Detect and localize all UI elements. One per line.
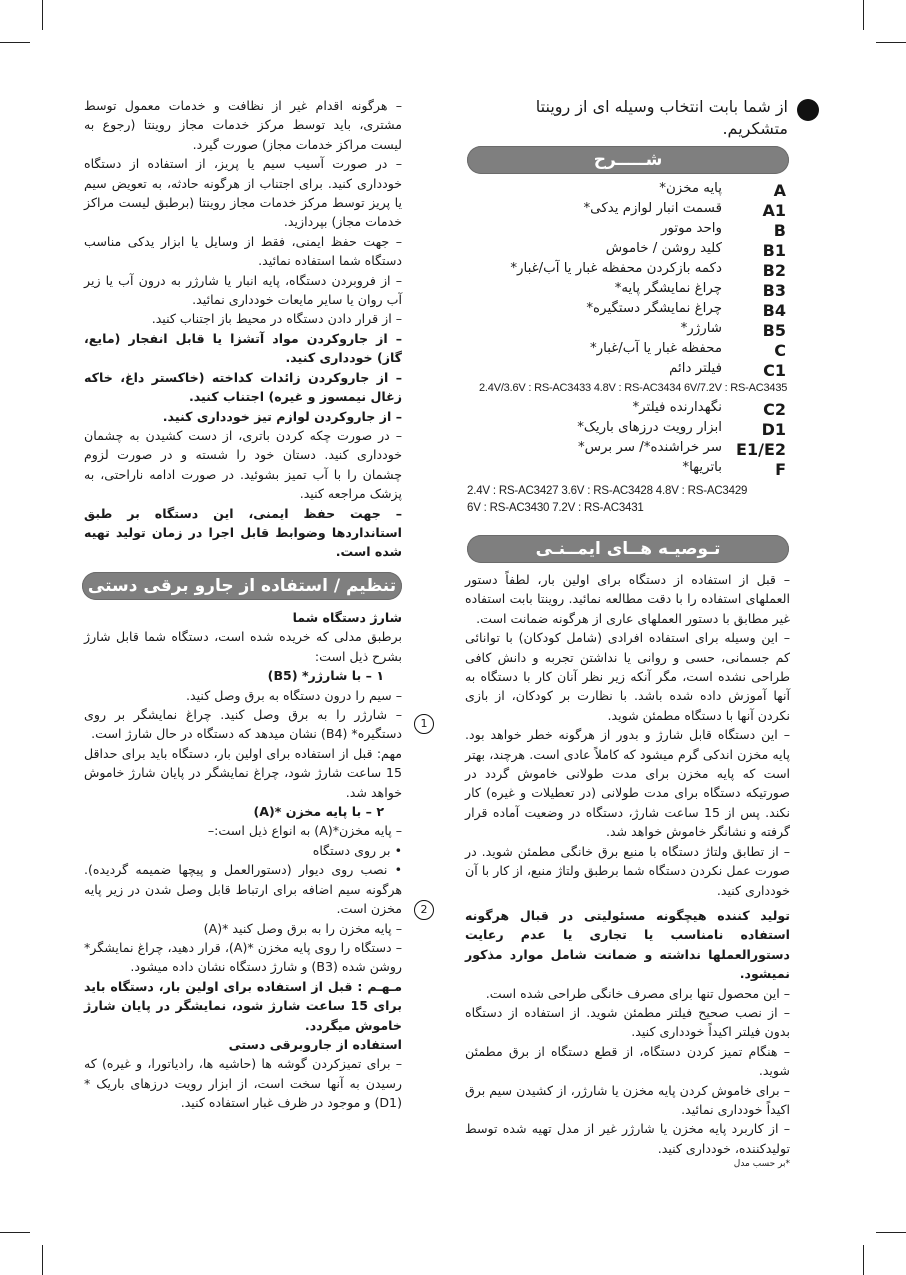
legend-text: محفظه غبار یا آب/غبار* (589, 341, 722, 356)
safety-header: تـوصیـه هــای ایمــنـی (467, 535, 789, 563)
charging-intro: برطبق مدلی که خریده شده است، دستگاه شما قابل شارژ بشرح ذیل است: (84, 629, 402, 664)
description-header: شـــــرح (467, 146, 789, 174)
legend-code: B2 (762, 261, 786, 280)
language-dot-icon (797, 99, 819, 121)
legend-item (470, 420, 800, 440)
crop-mark (0, 42, 30, 43)
legend-text: فیلتر دائم (669, 361, 722, 376)
legend-text: چراغ نمایشگر دستگیره* (586, 301, 722, 316)
bold-warning: – از جاروکردن مواد آتشزا یا قابل انفجار (مایع، گاز) خودداری کنید. (84, 330, 402, 366)
legend-item (470, 201, 800, 221)
disclaimer: تولید کننده هیچگونه مسئولیتی در قبال هرگونه استفاده نامناسب یا تجاری یا عدم رعایت دستورالعملها نداشته و ضمانت شامل موارد مذکور نمیشود. (465, 907, 790, 982)
legend-item (470, 341, 800, 361)
left-paragraph: – در صورت آسیب سیم یا پریز، از استفاده از دستگاه خودداری کنید. برای اجتناب از هرگونه حادثه، به تعویض سیم یا پریز توسط مرکز خدمات مجاز روینتا (برطبق لیست مراکز خدمات مجاز) بپردازید. (84, 156, 402, 230)
legend-text: دکمه بازکردن محفظه غبار یا آب/غبار* (510, 261, 722, 276)
legend-text: ابزار رویت درزهای باریک* (577, 420, 722, 435)
crop-mark (0, 1232, 30, 1233)
charging-title: شارژ دستگاه شما (292, 610, 402, 625)
legend-text: چراغ نمایشگر پایه* (614, 281, 722, 296)
legend-text: واحد موتور (661, 221, 722, 236)
legend-text: شارژر* (680, 321, 722, 336)
legend-code: B5 (762, 321, 786, 340)
legend-code: C2 (763, 400, 786, 419)
step1-item: – سیم را درون دستگاه به برق وصل کنید. (185, 687, 402, 703)
crop-mark (876, 42, 906, 43)
legend-code: F (775, 460, 786, 479)
bold-warning: – از جاروکردن زائدات کداخته (خاکستر داغ، خاکه زغال نیمسوز و غیره) اجتناب کنید. (84, 369, 402, 405)
legend-code: B3 (762, 281, 786, 300)
crop-mark (863, 1245, 864, 1275)
step2-item: • بر روی دستگاه (312, 842, 402, 858)
step2-item: • نصب روی دیوار (دستورالعمل و پیچها ضمیمه گردیده). هرگونه سیم اضافه برای ارتباط قابل وصل شدن در زیر پایه مخزن است. (84, 862, 402, 917)
left-paragraph: – جهت حفظ ایمنی، فقط از وسایل یا ابزار یدکی مناسب دستگاه شما استفاده نمائید. (84, 233, 402, 269)
safety-paragraph: – این وسیله برای استفاده افرادی (شامل کودکان) با توانائی کم جسمانی، حسی و روانی یا نداشتن تجربه و دانش کافی طراحی نشده است، مگر آنکه زیر نظر آنان کار با دستگاه به آنها آموزش داده شده باشد. با نظارت بر کودکان، از بازی نکردن آنها با دستگاه مطمئن شوید. (465, 630, 790, 723)
left-paragraph: – هرگونه اقدام غیر از نظافت و خدمات معمول توسط مشتری، باید توسط مرکز خدمات مجاز روینتا (رجوع به لیست مراکز خدمات مجاز) صورت گیرد. (84, 98, 402, 152)
crop-mark (863, 0, 864, 30)
step2-item: – پایه مخزن*(A) به انواع ذیل است:– (207, 823, 402, 839)
safety-paragraph: – هنگام تمیز کردن دستگاه، از قطع دستگاه از برق مطمئن شوید. (465, 1043, 790, 1079)
intro-text: از شما بابت انتخاب وسیله ای از روینتا متشکریم. (535, 97, 788, 138)
legend-code: B (773, 221, 786, 240)
legend-item (470, 221, 800, 241)
legend-text: باتریها* (682, 460, 722, 475)
legend-code: C (774, 341, 786, 360)
legend-text: سر خراشنده*/ سر برس* (577, 440, 722, 455)
step2-title: ۲ – با پایه مخزن *(A) (253, 804, 384, 820)
filter-models: 2.4V/3.6V : RS-AC3433 4.8V : RS-AC3434 6V/7.2V : RS-AC3435 (479, 382, 788, 394)
legend-text: قسمت انبار لوازم یدکی* (583, 201, 722, 216)
legend-item (470, 301, 800, 321)
crop-mark (876, 1232, 906, 1233)
crop-mark (42, 1245, 43, 1275)
legend-item (470, 241, 800, 261)
legend-item (470, 281, 800, 301)
legend-code: C1 (763, 361, 786, 380)
legend-text: نگهدارنده فیلتر* (632, 400, 722, 415)
standards-note: – جهت حفظ ایمنی، این دستگاه بر طبق استانداردها وضوابط قابل اجرا در زمان تولید تهیه شده است. (84, 505, 402, 560)
legend-item (470, 321, 800, 341)
footnote: *بر حسب مدل (733, 1159, 790, 1170)
important-note: مـهـم : قبل از استفاده برای اولین بار، دستگاه باید برای 15 ساعت شارژ شود، نمایشگر در پایان شارژ خاموش میگردد. (84, 978, 402, 1033)
step1-item: – شارژر را به برق وصل کنید. چراغ نمایشگر بر روی دستگیره* (B4) نشان میدهد که دستگاه در حال شارژ است. (84, 707, 402, 742)
safety-paragraph: – از تطابق ولتاژ دستگاه با منبع برق خانگی مطمئن شوید. در صورت عمل نکردن دستگاه شما برطبق ولتاژ منبع، از کار با آن خودداری کنید. (465, 843, 790, 898)
safety-paragraph: – این دستگاه قابل شارژ و بدور از هرگونه خطر خواهد بود. پایه مخزن اندکی گرم میشود که کاملاً عادی است. هرچند، بهتر است که پایه مخزن برای مدت طولانی خاموش گردد در صورتیکه دستگاه برای مدت طولانی (در تعطیلات و غیره) کار نکند. پس از 15 ساعت شارژ، دستگاه در وضعیت آماده قرار گرفته و نشانگر خاموش خواهد شد. (465, 727, 790, 840)
left-paragraph: – از قرار دادن دستگاه در محیط باز اجتناب کنید. (151, 311, 402, 327)
step2-item: – دستگاه را روی پایه مخزن *(A)، قرار دهید، چراغ نمایشگر* روشن شده (B3) و شارژ دستگاه نشان داده میشود. (84, 939, 403, 975)
charging-section (84, 608, 402, 1113)
step1-title: ۱ – با شارژر* (B5) (267, 668, 384, 684)
legend-code: B1 (762, 241, 786, 260)
safety-paragraph: – از نصب صحیح فیلتر مطمئن شوید. از استفاده از دستگاه بدون فیلتر اکیداً خودداری کنید. (465, 1004, 790, 1040)
setup-header: تنظیم / استفاده از جارو برقی دستی (82, 572, 402, 600)
usage-text: – برای تمیزکردن گوشه ها (حاشیه ها، رادیاتورا، و غیره) که رسیدن به آنها سخت است، از ابزار رویت درزهای باریک *(D1) و موجود در ظرف غبار استفاده کنید. (84, 1056, 402, 1111)
step-1-badge: 1 (414, 714, 434, 734)
eye-warning: – در صورت چکه کردن باتری، از دست کشیدن به چشمان خودداری کنید. دستان خود را شسته و در صورت لزوم چشمان را با آب تمیز بشوئید. در صورت ادامه ناراحتی، به پزشک مراجعه کنید. (84, 427, 402, 502)
safety-paragraph: – قبل از استفاده از دستگاه برای اولین بار، لطفاً دستور العملهای استفاده را با دقت مطالعه نمائید. روینتا بابت استفاده غیر مطابق با دستور العملهای عاری از هرگونه ضمانت است. (465, 572, 790, 626)
battery-models: 2.4V : RS-AC3427 3.6V : RS-AC3428 4.8V : RS-AC3429 (467, 485, 748, 497)
safety-paragraph: – این محصول تنها برای مصرف خانگی طراحی شده است. (485, 985, 790, 1001)
safety-section (465, 570, 790, 1170)
legend-item (470, 440, 800, 460)
legend-item (470, 460, 800, 480)
battery-models: 6V : RS-AC3430 7.2V : RS-AC3431 (467, 502, 644, 514)
legend-text: پایه مخزن* (659, 181, 722, 196)
legend-code: D1 (761, 420, 786, 439)
legend-item (470, 400, 800, 420)
left-safety-section (84, 96, 402, 562)
important-note: مهم: قبل از استفاده برای اولین بار، دستگاه باید برای حداقل 15 ساعت شارژ شود، چراغ نمایشگر در پایان شارژ خاموش خواهد شد. (84, 745, 402, 800)
step-2-badge: 2 (414, 900, 434, 920)
left-paragraph: – از فروبردن دستگاه، پایه انبار یا شارژر به درون آب یا زیر آب روان یا سایر مایعات خودداری نمائید. (84, 272, 402, 308)
crop-mark (42, 0, 43, 30)
legend-code: A1 (762, 201, 786, 220)
safety-paragraph: – از کاربرد پایه مخزن یا شارژر غیر از مدل تهیه شده توسط تولیدکننده، خودداری کنید. (465, 1121, 790, 1156)
step2-item: – پایه مخزن را به برق وصل کنید *(A) (203, 920, 402, 936)
usage-title: استفاده از جاروبرقی دستی (228, 1036, 402, 1052)
legend-item (470, 181, 800, 201)
legend-code: E1/E2 (736, 440, 786, 459)
legend-code: A (773, 181, 786, 200)
bold-warning: – از جاروکردن لوازم تیز خودداری کنید. (162, 408, 402, 424)
legend-item (470, 361, 800, 381)
safety-paragraph: – برای خاموش کردن پایه مخزن یا شارژر، از کشیدن سیم برق اکیداً خودداری نمائید. (465, 1082, 790, 1117)
legend-code: B4 (762, 301, 786, 320)
legend-text: کلید روشن / خاموش (605, 241, 722, 256)
legend-item (470, 261, 800, 281)
